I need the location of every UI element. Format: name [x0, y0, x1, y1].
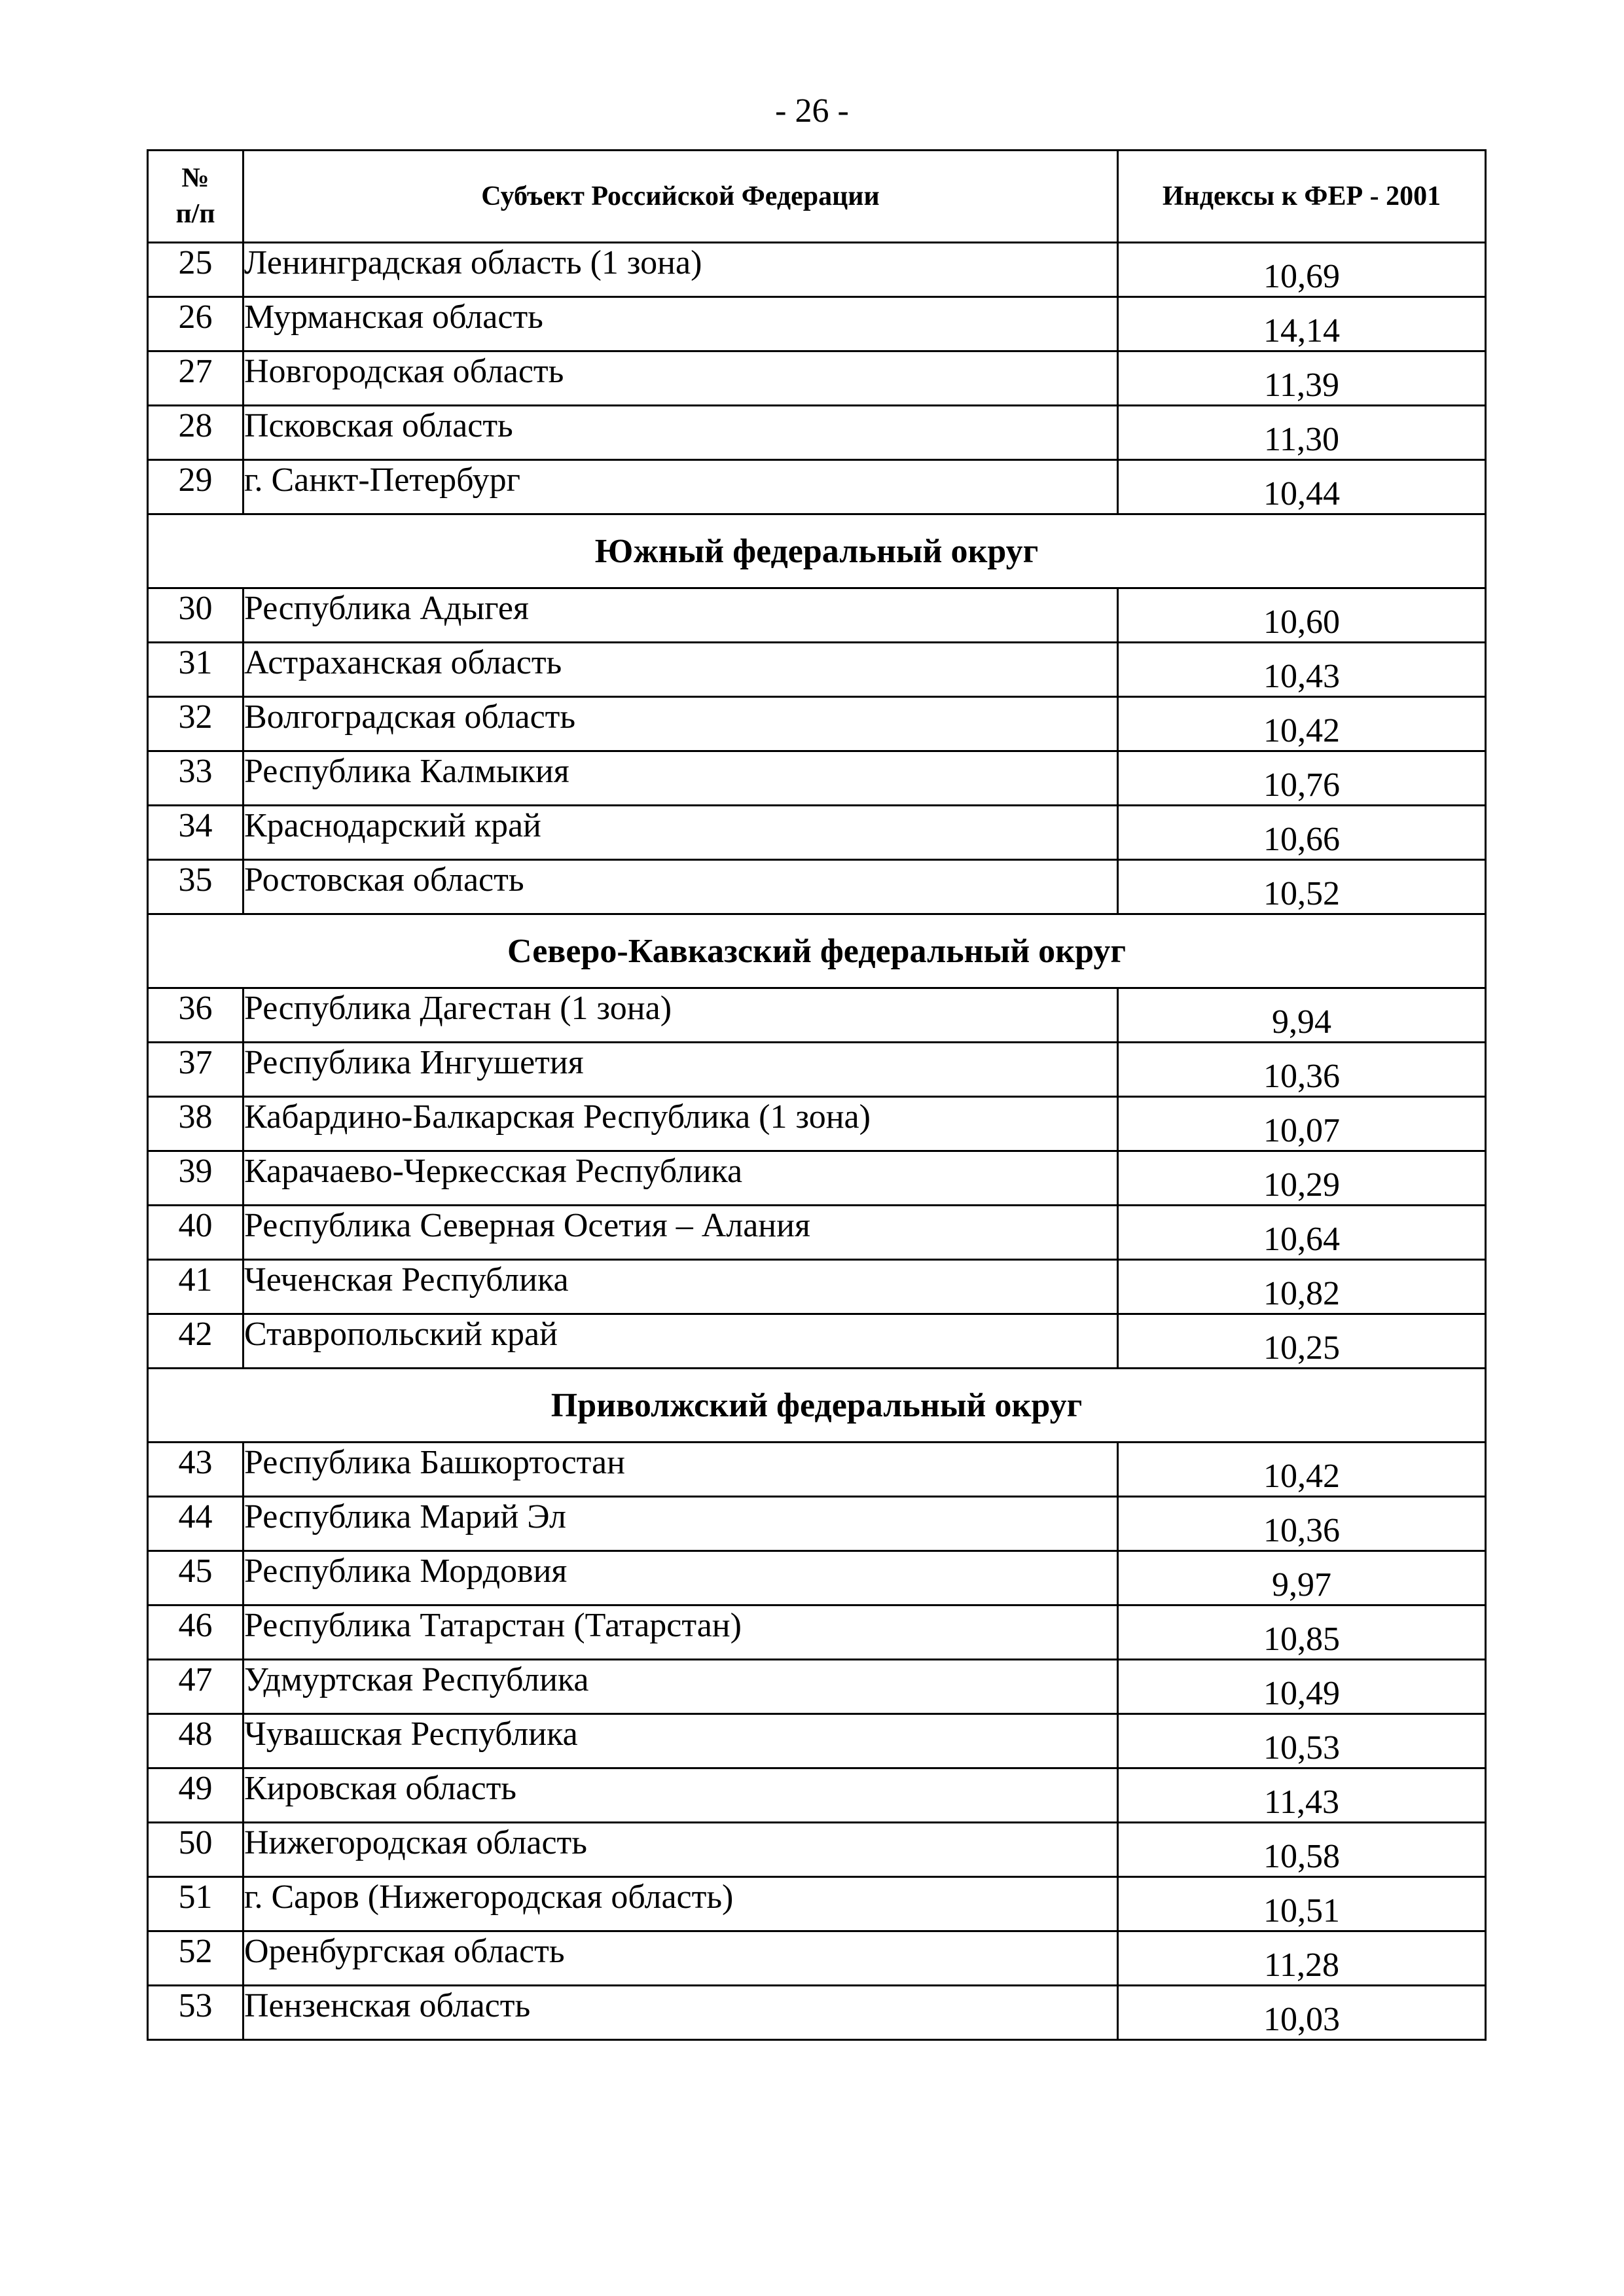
- section-header-row: [148, 1369, 1486, 1443]
- row-number: 33: [148, 751, 244, 806]
- table-row: [148, 697, 1486, 751]
- index-value: 10,76: [1118, 751, 1486, 806]
- row-number: 36: [148, 988, 244, 1043]
- table-row: [148, 1931, 1486, 1986]
- table-row: [148, 1823, 1486, 1877]
- table-row: [148, 643, 1486, 697]
- row-number: 48: [148, 1714, 244, 1768]
- index-value: 10,53: [1118, 1714, 1486, 1768]
- row-number: 51: [148, 1877, 244, 1931]
- table-row: [148, 1043, 1486, 1097]
- subject-name: Нижегородская область: [244, 1823, 1118, 1877]
- table-row: [148, 988, 1486, 1043]
- row-number: 44: [148, 1497, 244, 1551]
- subject-name: Кабардино-Балкарская Республика (1 зона): [244, 1097, 1118, 1151]
- index-value: 10,36: [1118, 1497, 1486, 1551]
- row-number: 37: [148, 1043, 244, 1097]
- row-number: 53: [148, 1986, 244, 2040]
- row-number: 27: [148, 351, 244, 406]
- table-row: [148, 860, 1486, 914]
- subject-name: Ставропольский край: [244, 1314, 1118, 1369]
- index-value: 10,25: [1118, 1314, 1486, 1369]
- index-value: 9,97: [1118, 1551, 1486, 1605]
- row-number: 30: [148, 588, 244, 643]
- subject-name: Мурманская область: [244, 297, 1118, 351]
- subject-name: Республика Марий Эл: [244, 1497, 1118, 1551]
- row-number: 35: [148, 860, 244, 914]
- table-row: [148, 1877, 1486, 1931]
- table-row: [148, 243, 1486, 297]
- table-row: [148, 1605, 1486, 1660]
- index-value: 10,69: [1118, 243, 1486, 297]
- row-number: 40: [148, 1206, 244, 1260]
- subject-name: Чеченская Республика: [244, 1260, 1118, 1314]
- subject-name: Астраханская область: [244, 643, 1118, 697]
- index-value: 10,07: [1118, 1097, 1486, 1151]
- table-row: [148, 751, 1486, 806]
- index-value: 11,28: [1118, 1931, 1486, 1986]
- row-number: 29: [148, 460, 244, 514]
- table-row: [148, 1151, 1486, 1206]
- subject-name: Республика Мордовия: [244, 1551, 1118, 1605]
- index-value: 10,36: [1118, 1043, 1486, 1097]
- section-header-row: [148, 914, 1486, 988]
- row-number: 34: [148, 806, 244, 860]
- subject-name: Удмуртская Республика: [244, 1660, 1118, 1714]
- index-value: 10,42: [1118, 1443, 1486, 1497]
- row-number: 43: [148, 1443, 244, 1497]
- row-number: 52: [148, 1931, 244, 1986]
- row-number: 42: [148, 1314, 244, 1369]
- table-row: [148, 1714, 1486, 1768]
- subject-name: Волгоградская область: [244, 697, 1118, 751]
- index-value: 10,52: [1118, 860, 1486, 914]
- index-value: 10,29: [1118, 1151, 1486, 1206]
- index-value: 10,44: [1118, 460, 1486, 514]
- index-value: 14,14: [1118, 297, 1486, 351]
- subject-name: Республика Ингушетия: [244, 1043, 1118, 1097]
- subject-name: г. Санкт-Петербург: [244, 460, 1118, 514]
- row-number: 25: [148, 243, 244, 297]
- row-number: 31: [148, 643, 244, 697]
- index-value: 11,39: [1118, 351, 1486, 406]
- index-value: 10,58: [1118, 1823, 1486, 1877]
- table-row: [148, 1206, 1486, 1260]
- table-row: [148, 1768, 1486, 1823]
- subject-name: Ленинградская область (1 зона): [244, 243, 1118, 297]
- index-value: 9,94: [1118, 988, 1486, 1043]
- index-value: 10,49: [1118, 1660, 1486, 1714]
- row-number: 50: [148, 1823, 244, 1877]
- index-value: 10,42: [1118, 697, 1486, 751]
- subject-name: Республика Дагестан (1 зона): [244, 988, 1118, 1043]
- index-value: 10,43: [1118, 643, 1486, 697]
- subject-name: Карачаево-Черкесская Республика: [244, 1151, 1118, 1206]
- index-value: 10,64: [1118, 1206, 1486, 1260]
- row-number: 49: [148, 1768, 244, 1823]
- row-number: 41: [148, 1260, 244, 1314]
- section-title: Северо-Кавказский федеральный округ: [148, 914, 1486, 988]
- section-title: Приволжский федеральный округ: [148, 1369, 1486, 1443]
- index-table: [147, 149, 1487, 2041]
- row-number: 32: [148, 697, 244, 751]
- table-row: [148, 1497, 1486, 1551]
- row-number: 39: [148, 1151, 244, 1206]
- row-number: 47: [148, 1660, 244, 1714]
- row-number: 28: [148, 406, 244, 460]
- header-index: Индексы к ФЕР - 2001: [1118, 151, 1486, 243]
- page-number: - 26 -: [775, 92, 849, 130]
- table-row: [148, 1260, 1486, 1314]
- section-header-row: [148, 514, 1486, 588]
- subject-name: Республика Адыгея: [244, 588, 1118, 643]
- subject-name: Республика Калмыкия: [244, 751, 1118, 806]
- index-value: 10,66: [1118, 806, 1486, 860]
- subject-name: Чувашская Республика: [244, 1714, 1118, 1768]
- row-number: 38: [148, 1097, 244, 1151]
- index-value: 10,82: [1118, 1260, 1486, 1314]
- header-subject: Субъект Российской Федерации: [244, 151, 1118, 243]
- subject-name: Пензенская область: [244, 1986, 1118, 2040]
- subject-name: Псковская область: [244, 406, 1118, 460]
- subject-name: Новгородская область: [244, 351, 1118, 406]
- subject-name: Республика Северная Осетия – Алания: [244, 1206, 1118, 1260]
- table-row: [148, 1314, 1486, 1369]
- table-row: [148, 1443, 1486, 1497]
- index-value: 10,51: [1118, 1877, 1486, 1931]
- index-value: 11,43: [1118, 1768, 1486, 1823]
- table-row: [148, 1097, 1486, 1151]
- subject-name: Оренбургская область: [244, 1931, 1118, 1986]
- row-number: 26: [148, 297, 244, 351]
- index-value: 10,60: [1118, 588, 1486, 643]
- header-num: № п/п: [148, 151, 244, 243]
- index-value: 10,85: [1118, 1605, 1486, 1660]
- row-number: 45: [148, 1551, 244, 1605]
- table-row: [148, 460, 1486, 514]
- table-row: [148, 1986, 1486, 2040]
- subject-name: Кировская область: [244, 1768, 1118, 1823]
- table-row: [148, 806, 1486, 860]
- table-row: [148, 406, 1486, 460]
- table-row: [148, 1551, 1486, 1605]
- subject-name: Республика Татарстан (Татарстан): [244, 1605, 1118, 1660]
- subject-name: г. Саров (Нижегородская область): [244, 1877, 1118, 1931]
- index-value: 11,30: [1118, 406, 1486, 460]
- table-row: [148, 351, 1486, 406]
- table-row: [148, 588, 1486, 643]
- section-title: Южный федеральный округ: [148, 514, 1486, 588]
- subject-name: Республика Башкортостан: [244, 1443, 1118, 1497]
- table-header-row: [148, 151, 1486, 243]
- table-row: [148, 297, 1486, 351]
- row-number: 46: [148, 1605, 244, 1660]
- subject-name: Краснодарский край: [244, 806, 1118, 860]
- subject-name: Ростовская область: [244, 860, 1118, 914]
- index-value: 10,03: [1118, 1986, 1486, 2040]
- table-row: [148, 1660, 1486, 1714]
